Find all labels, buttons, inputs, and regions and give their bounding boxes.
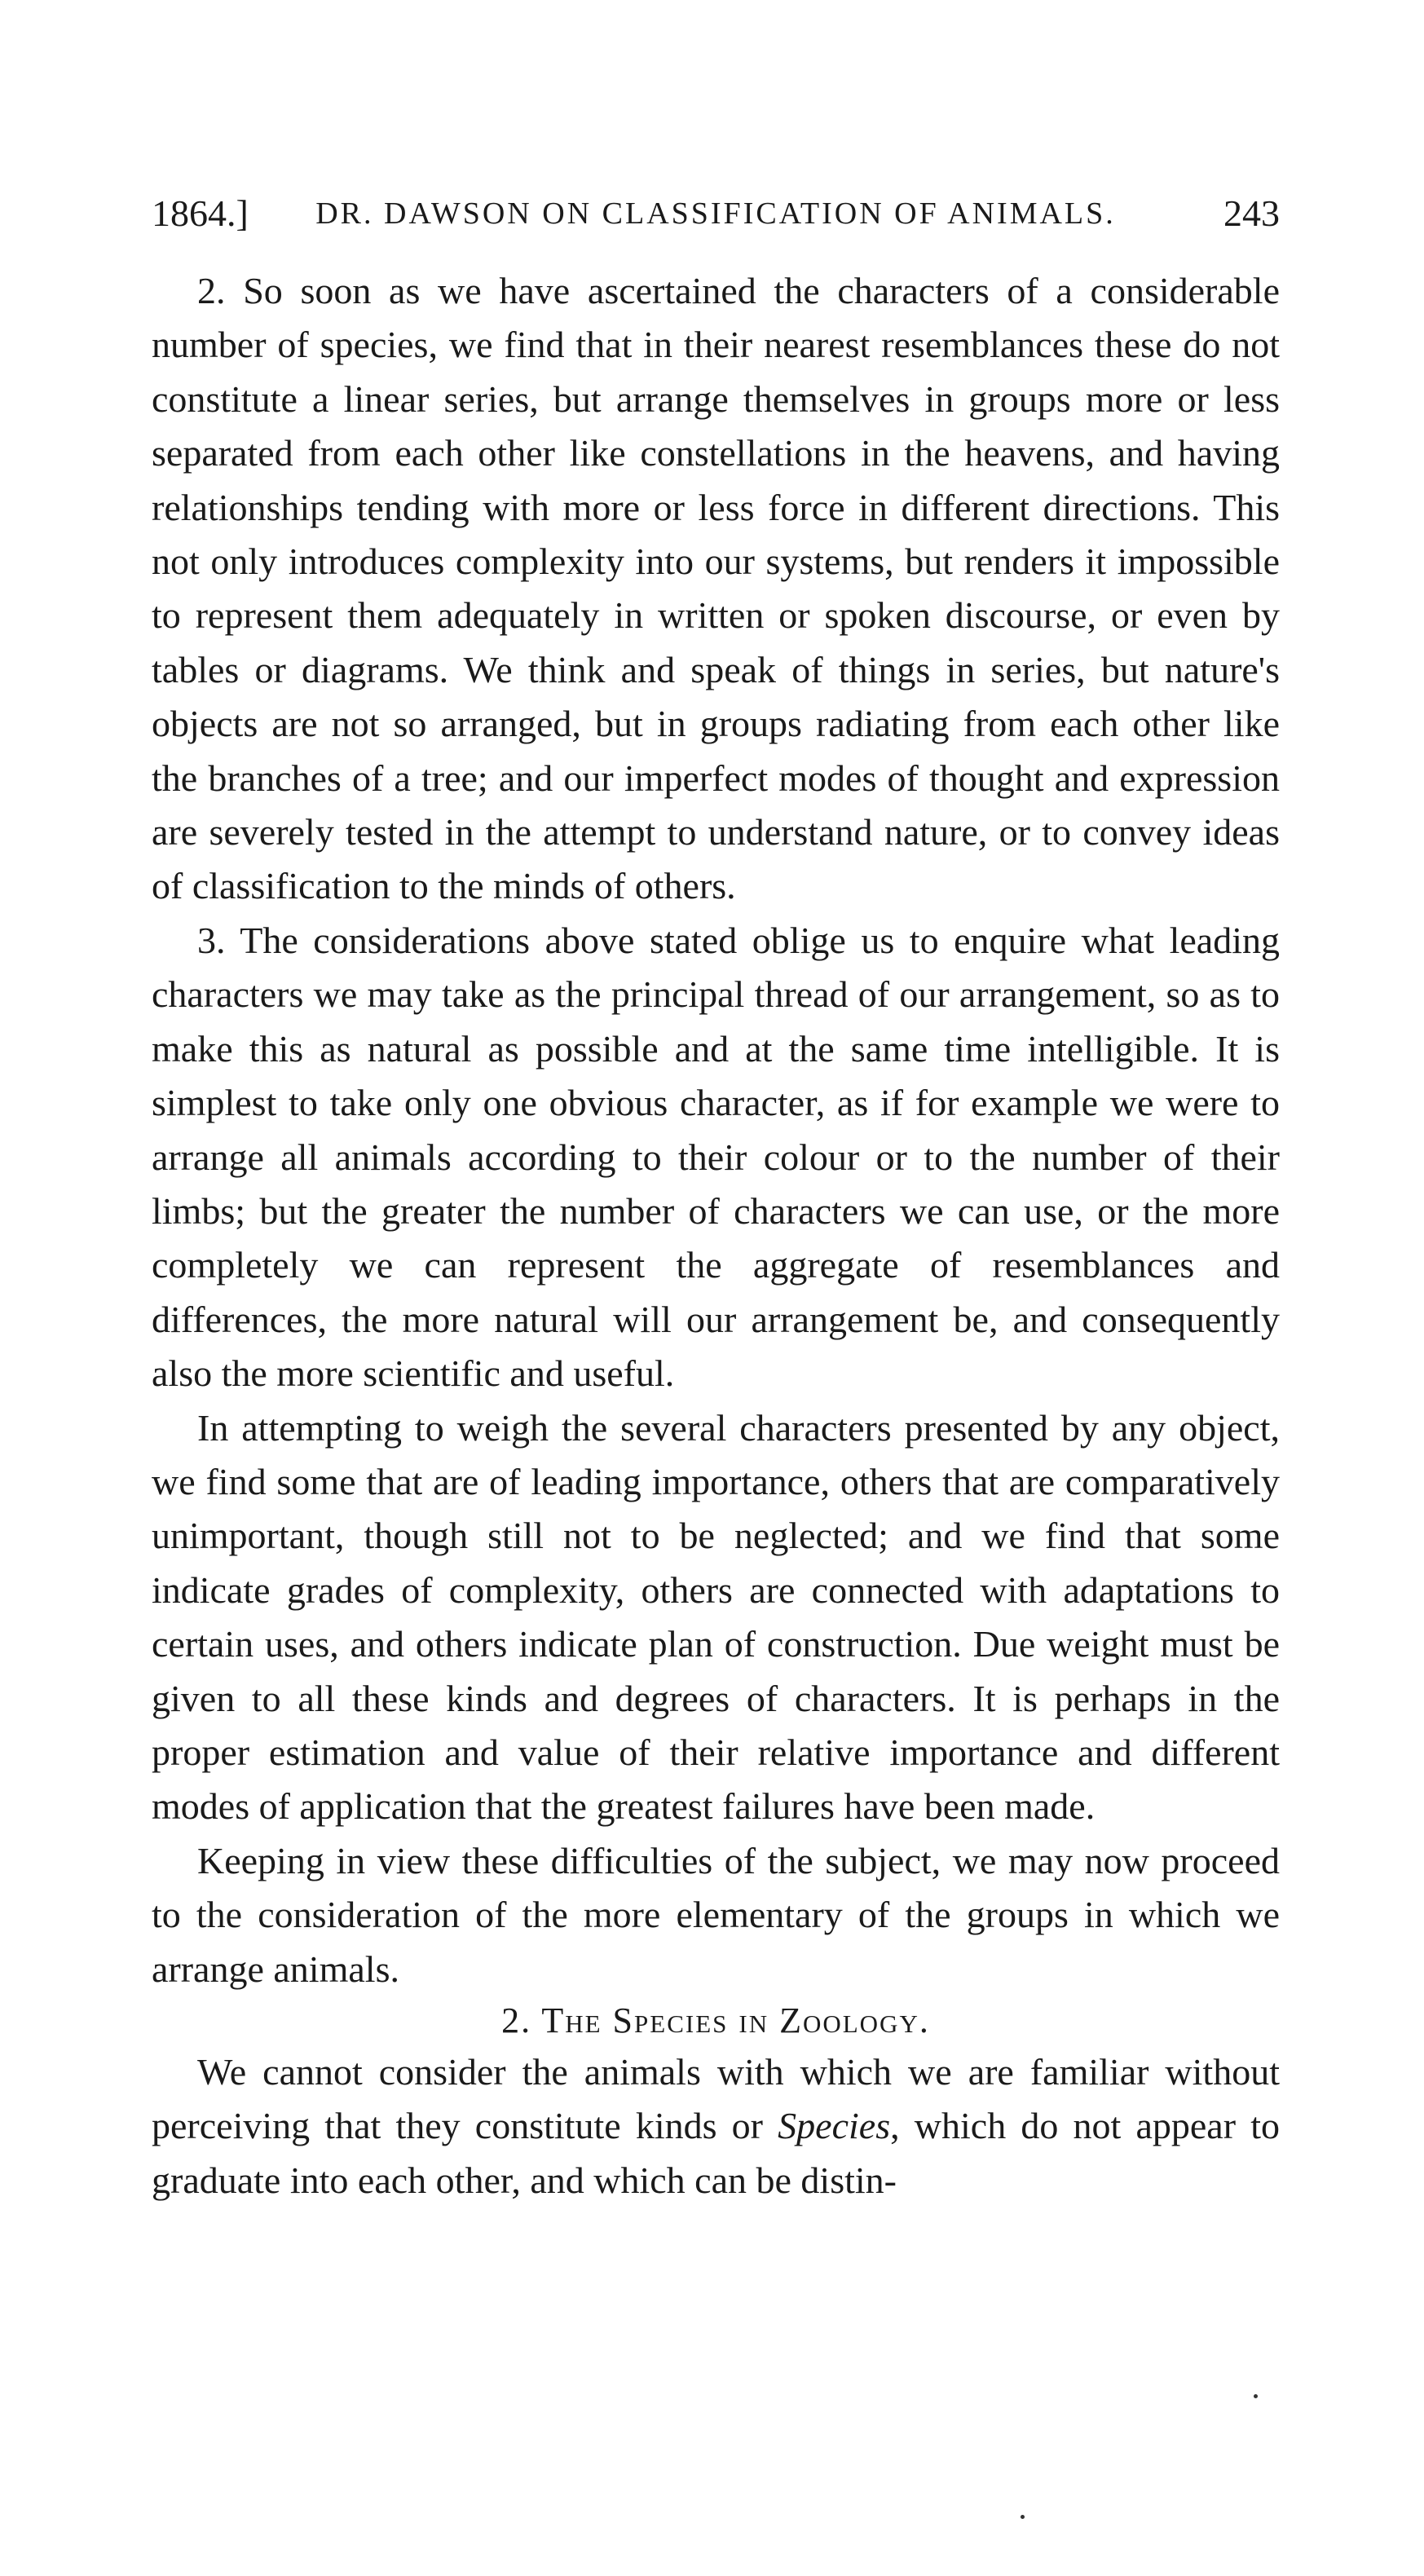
page-number: 243	[1223, 192, 1280, 234]
running-head-year: 1864.]	[152, 192, 249, 234]
section-heading: 2. The Species in Zoology.	[501, 2000, 930, 2040]
species-italic-term: Species	[778, 2105, 891, 2147]
body-text	[152, 264, 1280, 2208]
running-head-title: DR. DAWSON ON CLASSIFICATION OF ANIMALS.	[315, 196, 1116, 231]
paragraph-3: 3. The considerations above stated oblige us to enquire what leading characters we may take as the principal thread of our arrangement, so as to make this as natural as possible and at the same time intelligible. It is simplest to take only one obvious character, as if for example we were to arrange all animals according to their colour or to the number of their limbs; but the greater the number of characters we can use, or the more completely we can represent the aggregate of resemblances and differences, the more natural will our arrangement be, and consequently also the more scientific and useful.	[152, 919, 1280, 1395]
paragraph-species	[152, 2045, 1280, 2208]
species-text-start: We cannot consider the animals with which we are familiar without perceiving that they constitute kinds or	[152, 2051, 1280, 2147]
print-speck	[1021, 2515, 1025, 2519]
paragraph-weighing-characters: In attempting to weigh the several characters presented by any object, we find some that are of leading importance, others that are comparatively unimportant, though still not to be neglected; and we find that some indicate grades of complexity, others are connected with adaptations to certain uses, and others indicate plan of construction. Due weight must be given to all these kinds and degrees of characters. It is perhaps in the proper estimation and value of their relative importance and different modes of application that the greatest failures have been made.	[152, 1406, 1280, 1828]
running-head	[152, 189, 1280, 238]
print-speck	[1254, 2394, 1258, 2398]
species-text-end: , which do not appear to graduate into each other, and which can be distin-	[152, 2105, 1280, 2201]
paragraph-2: 2. So soon as we have ascertained the characters of a considerable number of species, we find that in their nearest resemblances these do not constitute a linear series, but arrange themselves in groups more or less separated from each other like constellations in the heavens, and having relationships tending with more or less force in different directions. This not only introduces complexity into our systems, but renders it impossible to represent them adequately in written or spoken discourse, or even by tables or diagrams. We think and speak of things in series, but nature's objects are not so arranged, but in groups radiating from each other like the branches of a tree; and our imperfect modes of thought and expression are severely tested in the attempt to understand nature, or to convey ideas of classification to the minds of others.	[152, 270, 1280, 907]
paragraph-difficulties: Keeping in view these difficulties of the subject, we may now proceed to the consideration of the more elementary of the groups in which we arrange animals.	[152, 1839, 1280, 1990]
